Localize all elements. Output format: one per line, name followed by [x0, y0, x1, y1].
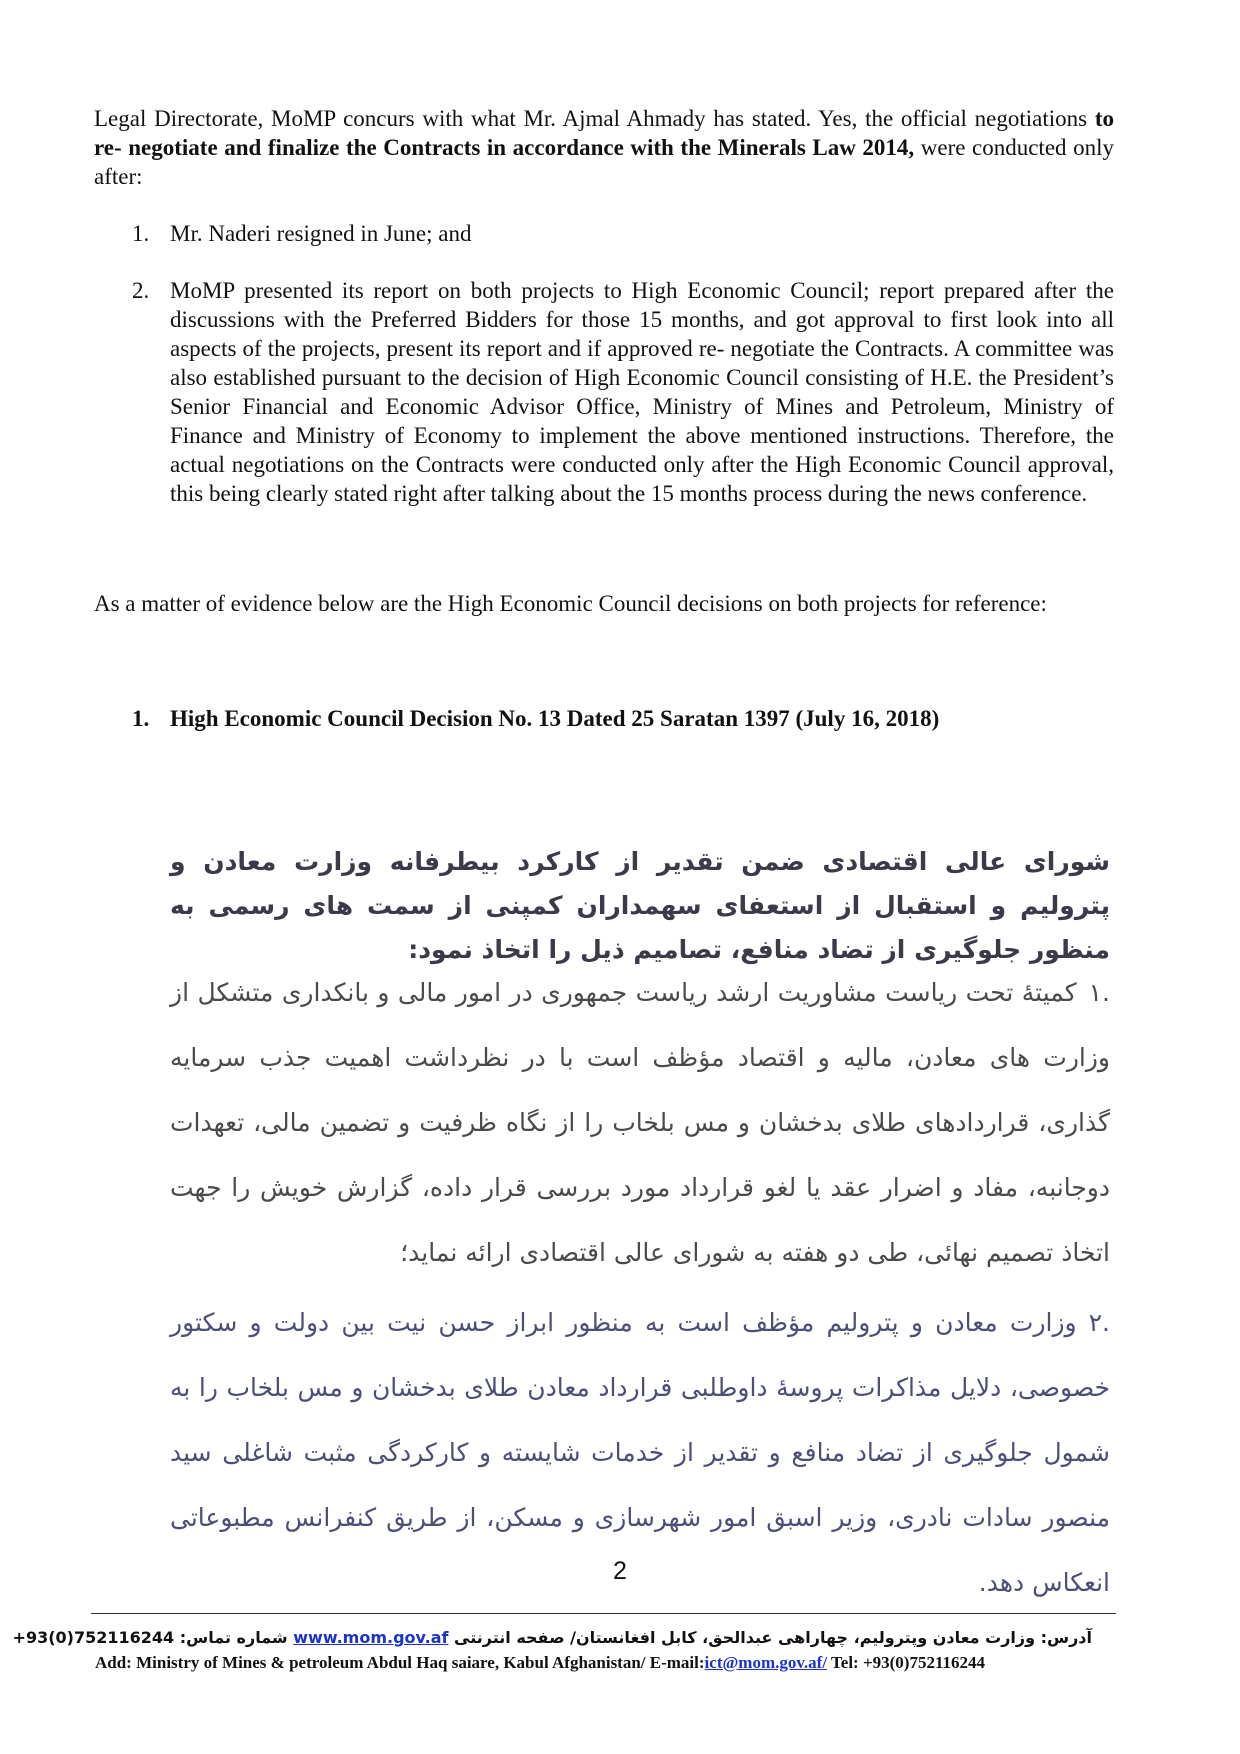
condition-item-2: [132, 276, 1114, 508]
footer-english-line: [95, 1653, 1095, 1673]
footer-english-phone: Tel: +93(0)752116244: [827, 1653, 986, 1672]
farsi-item-number: .۱: [1088, 978, 1110, 1007]
farsi-item-text: وزارت معادن و پترولیم مؤظف است به منظور ابراز حسن نیت بین دولت و سکتور خصوصی، دلایل مذاکرات پروسهٔ داوطلبی قرارداد معادن طلای بدخشان و مس بلخاب را به شمول جلوگیری از تضاد منافع و تقدیر از خدمات شایسته و کارکردگی مثبت شاغلی سید منصور سادات نادری، وزیر اسبق امور شهرسازی و مسکن، از طریق کنفرانس مطبوعاتی انعکاس دهد.: [170, 1308, 1110, 1597]
condition-number: 1.: [132, 221, 150, 246]
footer-farsi-line: [0, 1628, 1092, 1647]
footer-email-link[interactable]: ict@mom.gov.af/: [704, 1653, 828, 1672]
farsi-decision-item-1: [170, 960, 1110, 1285]
footer-farsi-address: آدرس: وزارت معادن وپترولیم، چهاراهی عبدالحق، کابل افغانستان/ صفحه انترنتی: [454, 1628, 1092, 1647]
farsi-item-number: .۲: [1088, 1308, 1110, 1337]
intro-paragraph: [94, 104, 1114, 191]
decision-number: 1.: [132, 706, 150, 731]
evidence-paragraph: As a matter of evidence below are the High Economic Council decisions on both projects for reference:: [94, 591, 1047, 616]
footer-farsi-phone: +93(0)752116244: [12, 1628, 175, 1647]
condition-number: 2.: [132, 278, 150, 303]
page-number: 2: [613, 1557, 627, 1585]
intro-bold-text: to re- negotiate and finalize the Contracts in accordance with the Minerals Law 2014,: [94, 106, 1114, 160]
intro-text-end: were conducted only after:: [94, 135, 1115, 189]
condition-item-1: [132, 219, 1114, 248]
condition-text: MoMP presented its report on both projects to High Economic Council; report prepared after the discussions with the Preferred Bidders for those 15 months, and got approval to first look into all aspects of the projects, present its report and if approved re- negotiate the Contracts. A committee was also established pursuant to the decision of High Economic Council consisting of H.E. the President’s Senior Financial and Economic Advisor Office, Ministry of Mines and Petroleum, Ministry of Finance and Ministry of Economy to implement the above mentioned instructions. Therefore, the actual negotiations on the Contracts were conducted only after the High Economic Council approval, this being clearly stated right after talking about the 15 months process during the news conference.: [170, 278, 1114, 506]
footer-divider: [91, 1613, 1116, 1614]
footer-website-link[interactable]: www.mom.gov.af: [293, 1628, 449, 1647]
decision-title: High Economic Council Decision No. 13 Dated 25 Saratan 1397 (July 16, 2018): [170, 706, 940, 731]
footer-english-address: Add: Ministry of Mines & petroleum Abdul Haq saiare, Kabul Afghanistan/ E-mail:: [95, 1653, 705, 1672]
footer-phone-label: شماره تماس:: [179, 1628, 288, 1647]
decision-heading: [132, 704, 1114, 733]
condition-text: Mr. Naderi resigned in June; and: [170, 221, 472, 246]
farsi-item-text: کمیتهٔ تحت ریاست مشاوریت ارشد ریاست جمهوری در امور مالی و بانکداری متشکل از وزارت های معادن، مالیه و اقتصاد مؤظف است با در نظرداشت اهمیت جذب سرمایه گذاری، قراردادهای طلای بدخشان و مس بلخاب را از نگاه ظرفیت و تضمین مالی، تعهدات دوجانبه، مفاد و اضرار عقد یا لغو قرارداد مورد بررسی قرار داده، گزارش خویش را جهت اتخاذ تصمیم نهائی، طی دو هفته به شورای عالی اقتصادی ارائه نماید؛: [170, 978, 1110, 1267]
farsi-excerpt-intro: شورای عالی اقتصادی ضمن تقدیر از کارکرد بیطرفانه وزارت معادن و پترولیم و استقبال از استعفای سهمداران کمپنی از سمت های رسمی به منظور جلوگیری از تضاد منافع، تصامیم ذیل را اتخاذ نمود:: [170, 847, 1110, 964]
intro-text-start: Legal Directorate, MoMP concurs with what Mr. Ajmal Ahmady has stated. Yes, the official negotiations: [94, 106, 1095, 131]
